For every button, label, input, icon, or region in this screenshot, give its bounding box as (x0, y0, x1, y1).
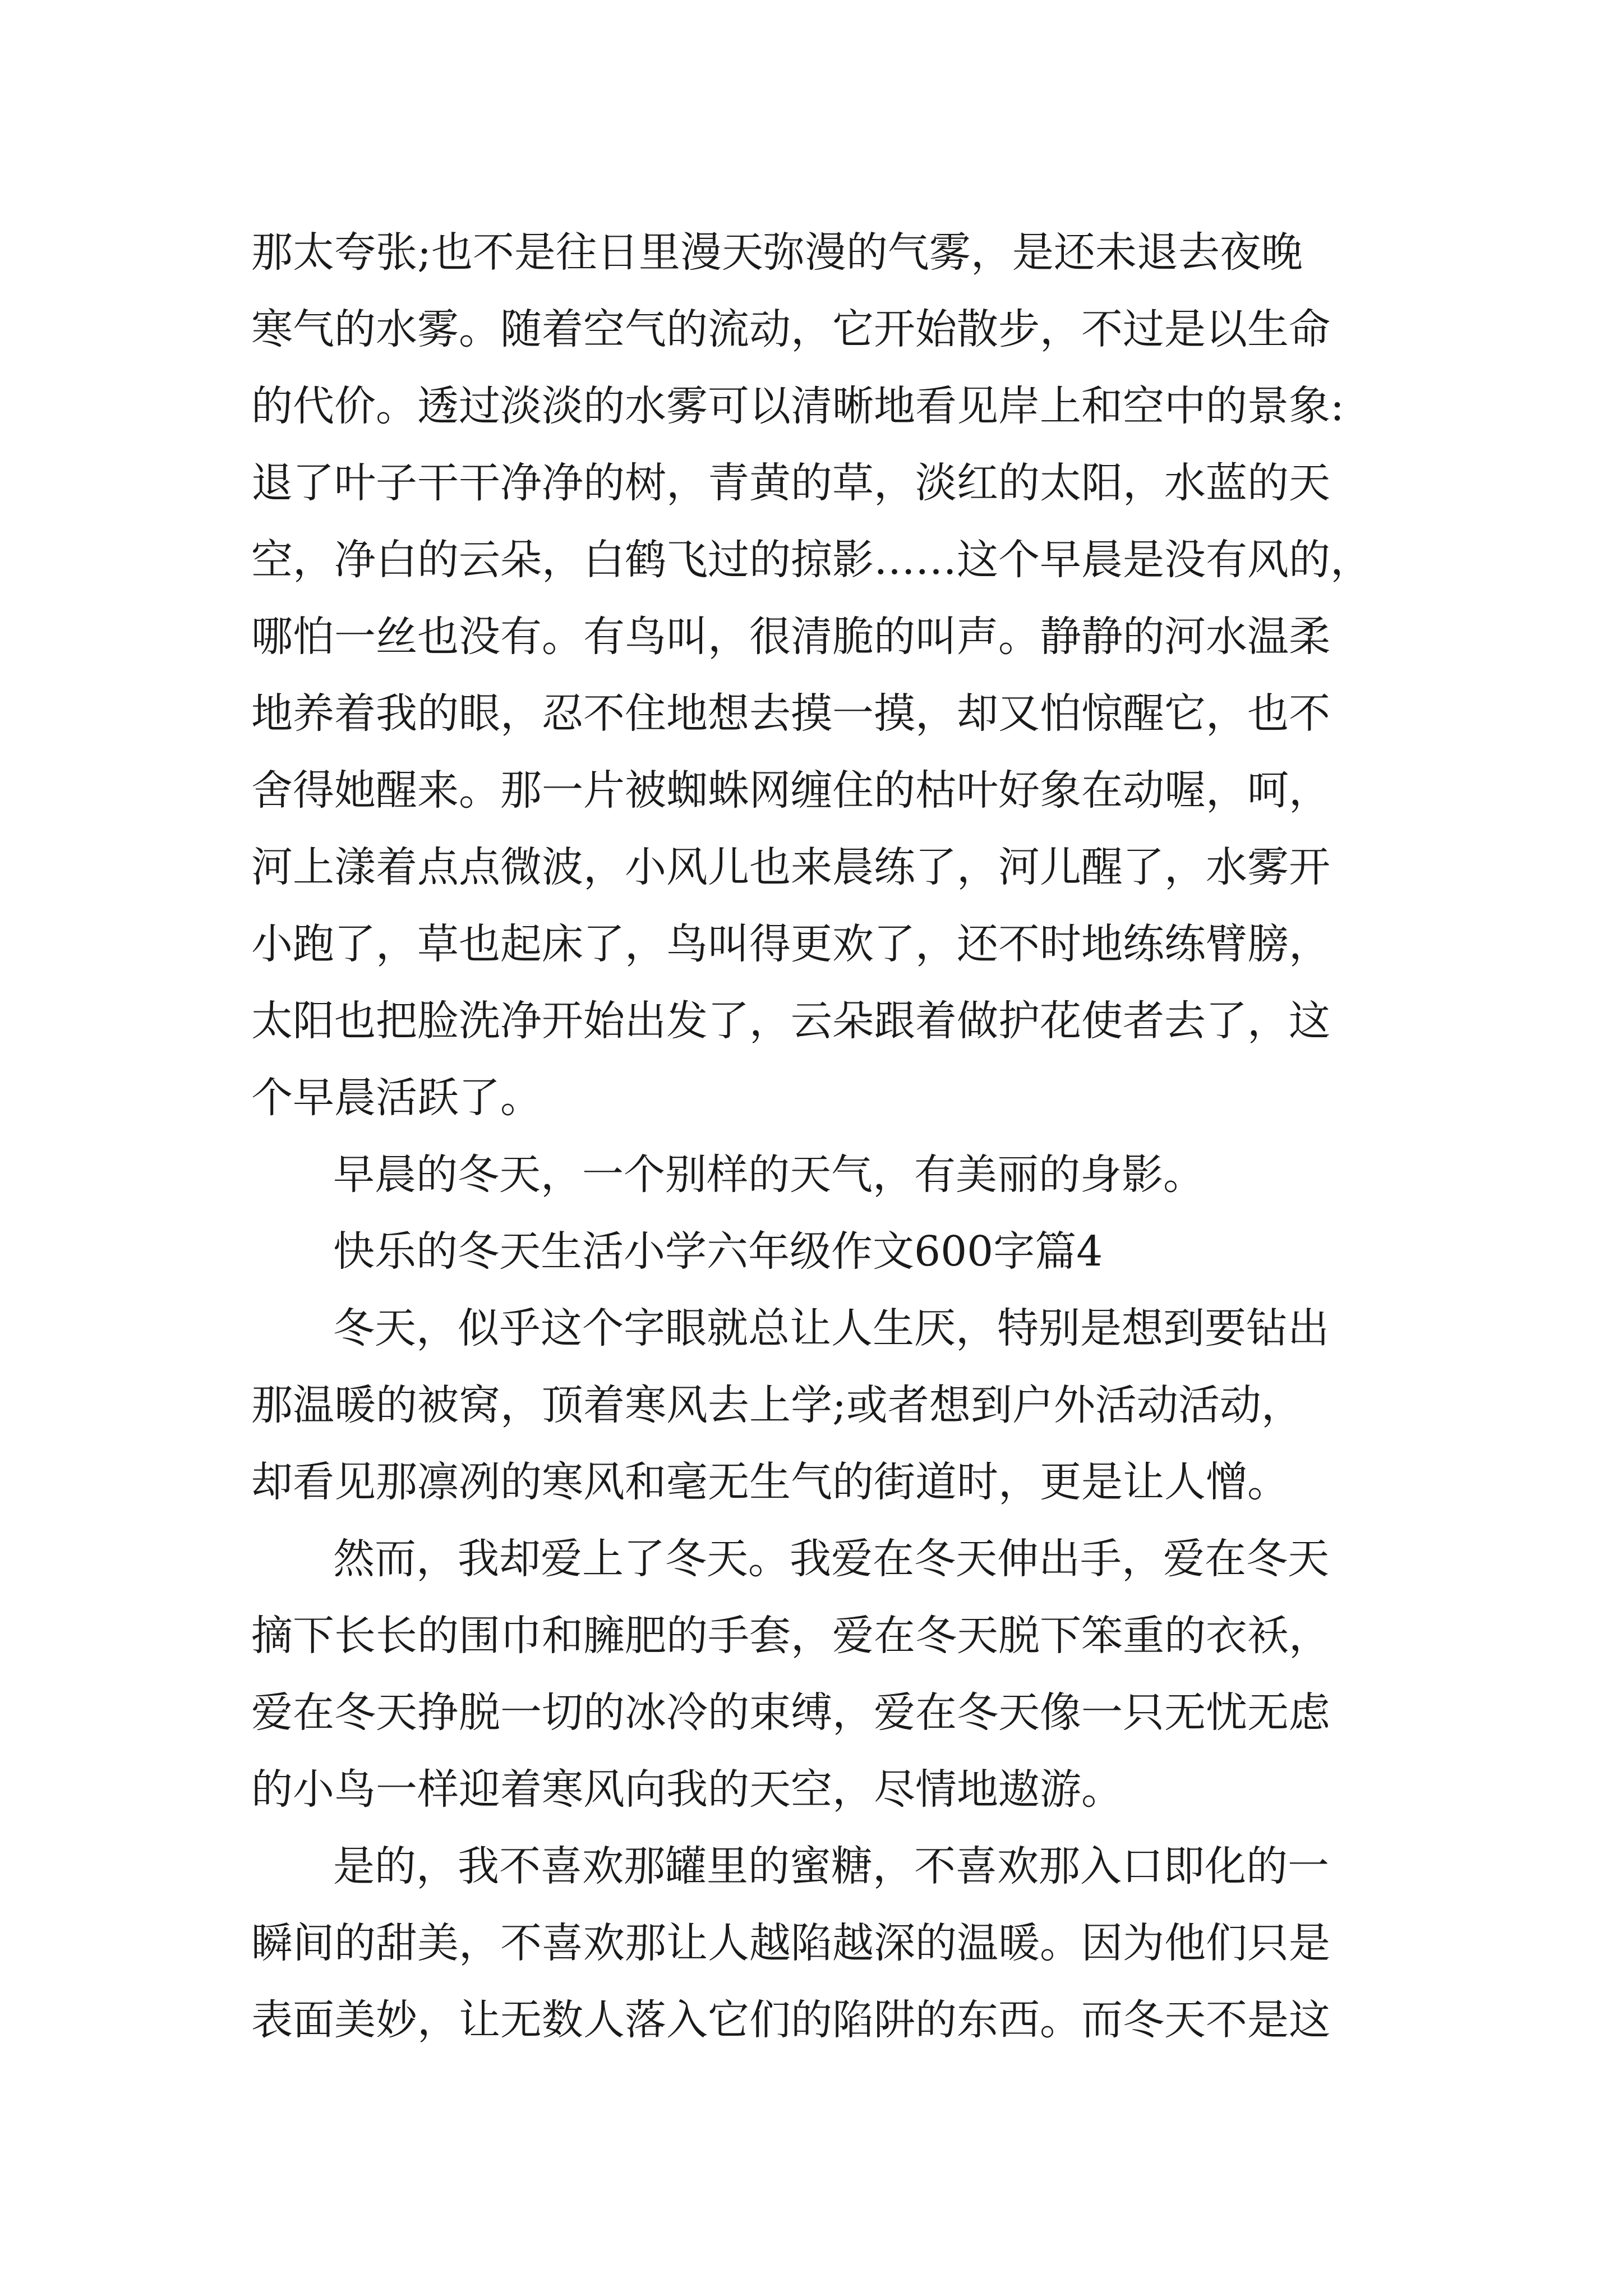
text-line: 冬天，似乎这个字眼就总让人生厌，特别是想到要钻出 (333, 1304, 1329, 1352)
text-line: 空，净白的云朵，白鹤飞过的掠影……这个早晨是没有风的， (251, 536, 1372, 584)
text-line: 舍得她醒来。那一片被蜘蛛网缠住的枯叶好象在动喔，呵， (251, 766, 1330, 815)
text-line: 地养着我的眼，忍不住地想去摸一摸，却又怕惊醒它，也不 (251, 689, 1330, 738)
text-line: 然而，我却爱上了冬天。我爱在冬天伸出手，爱在冬天 (333, 1535, 1329, 1583)
text-line: 哪怕一丝也没有。有鸟叫，很清脆的叫声。静静的河水温柔 (251, 613, 1330, 661)
text-line: 摘下长长的围巾和臃肥的手套，爱在冬天脱下笨重的衣袄， (251, 1612, 1330, 1660)
text-line: 小跑了，草也起床了，鸟叫得更欢了，还不时地练练臂膀， (251, 920, 1330, 968)
text-line: 太阳也把脸洗净开始出发了，云朵跟着做护花使者去了，这 (251, 997, 1330, 1045)
text-line: 是的，我不喜欢那罐里的蜜糖，不喜欢那入口即化的一 (333, 1842, 1329, 1890)
text-line: 退了叶子干干净净的树，青黄的草，淡红的太阳，水蓝的天 (251, 459, 1330, 507)
text-line: 的小鸟一样迎着寒风向我的天空，尽情地遨游。 (251, 1765, 1123, 1814)
text-line: 的代价。透过淡淡的水雾可以清晰地看见岸上和空中的景象: (251, 382, 1344, 430)
text-line: 表面美妙，让无数人落入它们的陷阱的东西。而冬天不是这 (251, 1996, 1330, 2044)
text-line: 却看见那凛冽的寒风和毫无生气的街道时，更是让人憎。 (251, 1458, 1289, 1506)
text-line: 寒气的水雾。随着空气的流动，它开始散步，不过是以生命 (251, 305, 1330, 353)
text-line: 瞬间的甜美，不喜欢那让人越陷越深的温暖。因为他们只是 (251, 1919, 1330, 1967)
body-text (251, 214, 1391, 2059)
text-line: 个早晨活跃了。 (251, 1074, 542, 1122)
text-line: 河上漾着点点微波，小风儿也来晨练了，河儿醒了，水雾开 (251, 843, 1330, 891)
text-line: 早晨的冬天，一个别样的天气，有美丽的身影。 (333, 1151, 1205, 1199)
text-line: 那温暖的被窝，顶着寒风去上学;或者想到户外活动活动， (251, 1381, 1303, 1429)
text-line: 快乐的冬天生活小学六年级作文600字篇4 (333, 1227, 1103, 1276)
text-line: 那太夸张;也不是往日里漫天弥漫的气雾，是还未退去夜晚 (251, 228, 1303, 277)
text-line: 爱在冬天挣脱一切的冰冷的束缚，爱在冬天像一只无忧无虑 (251, 1688, 1330, 1737)
